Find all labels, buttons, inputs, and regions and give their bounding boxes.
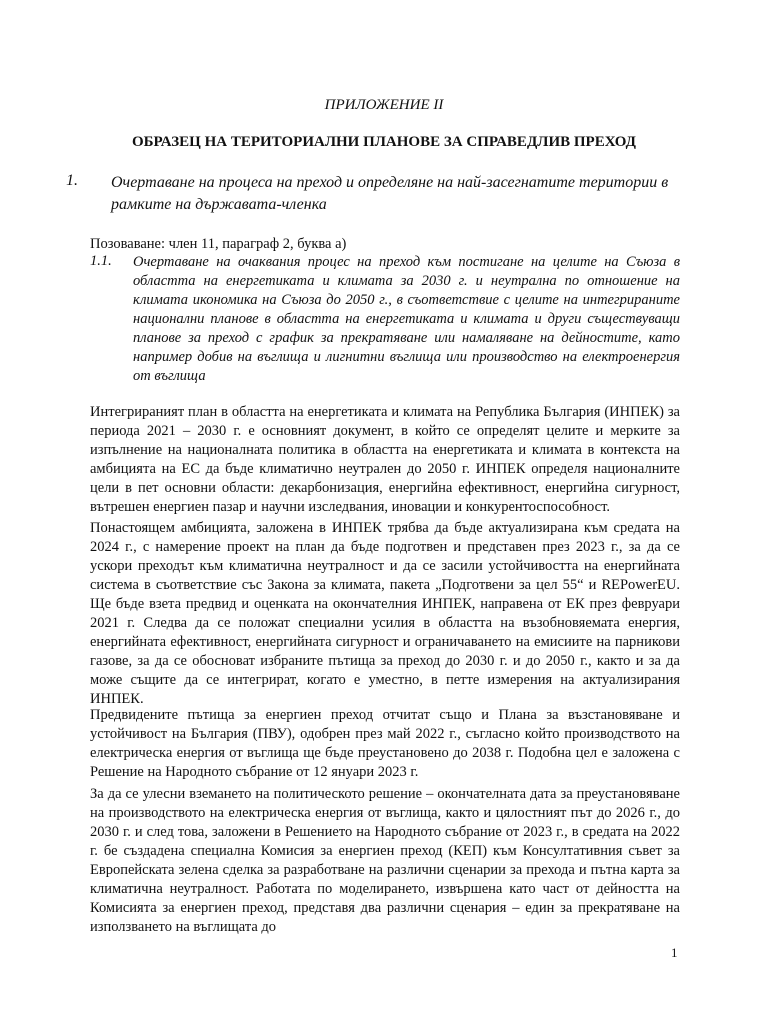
body-paragraph: Понастоящем амбицията, заложена в ИНПЕК трябва да бъде актуализирана към средата на 2024 г., с намерение проект на план да бъде подготвен и представен през 2023 г., за да се ускори преходът към климатична неутралност и да се засили устойчивостта на енергийната система в съответствие със Закона за климата, пакета „Подготвени за цел 55“ и REPowerEU. Ще бъде взета предвид и оценката на окончателния ИНПЕК, направена от ЕК през февруари 2021 г. Следва да се положат специални усилия в областта на възобновяемата енергия, енергийната ефективност, енергийната сигурност и ограничаването на емисиите на парникови газове, за да се обоснoват избраните пътища за преход до 2030 г. и до 2050 г., както и за да може същите да се интегрират, когато е уместно, в петте измерения на актуализирания ИНПЕК.	[90, 520, 680, 707]
section-heading: Очертаване на процеса на преход и определяне на най-засегнатите територии в рамките на държавата-членка	[111, 174, 669, 213]
subsection-text: Очертаване на очаквания процес на преход към постигане на целите на Съюза в областта на енергетиката и климата за 2030 г. и неутрална по отношение на климата икономика на Съюза до 2050 г., в съответствие с целите на интегрираните национални планове в областта на енергетиката и климата и други съществуващи планове за преход с график за прекратяване или намаляване на дейностите, като например добив на въглища и лигнитни въглища или производство на електроенергия от въглища	[133, 254, 680, 384]
body-paragraph: Предвидените пътища за енергиен преход отчитат също и Плана за възстановяване и устойчивост на България (ПВУ), одобрен през май 2022 г., съгласно който производството на електрическа енергия от въглища ще бъде преустановено до 2038 г. Подобна цел е заложена с Решение на Народното събрание от 12 януари 2023 г.	[90, 707, 680, 780]
page-number: 1	[671, 945, 678, 960]
document-title: ОБРАЗЕЦ НА ТЕРИТОРИАЛНИ ПЛАНОВЕ ЗА СПРАВЕДЛИВ ПРЕХОД	[131, 134, 637, 150]
annex-label: ПРИЛОЖЕНИЕ II	[324, 97, 444, 113]
body-paragraph: За да се улесни вземането на политическото решение – окончателната дата за преустановяване на производството на електрическа енергия от въглища, както и цялостният път до 2026 г., до 2030 г. и след това, заложени в Решението на Народното събрание от 2023 г., в средата на 2022 г. бе създадена специална Комисия за енергиен преход (КЕП) към Консултативния съвет за Европейската зелена сделка за разработване на различни сценарии за прехода и пътна карта за климатична неутралност. Работата по моделирането, извършена като част от дейността на Комисията за енергиен преход, представя два различни сценария – един за прекратяване на използването на въглищата до	[90, 786, 680, 935]
reference-line: Позоваване: член 11, параграф 2, буква а)	[90, 236, 347, 252]
body-paragraph: Интегрираният план в областта на енергетиката и климата на Република България (ИНПЕК) за периода 2021 – 2030 г. е основният документ, в който се определят целите и мерките за изпълнение на националната политика в областта на енергетиката и климата в контекста на амбицията на ЕС да бъде климатично неутрален до 2050 г. ИНПЕК определя националните цели в пет основни области: декарбонизация, енергийна ефективност, енергийна сигурност, вътрешен енергиен пазар и научни изследвания, иновации и конкурентоспособност.	[90, 404, 680, 515]
subsection-number: 1.1.	[90, 253, 112, 269]
section-number: 1.	[66, 172, 78, 189]
